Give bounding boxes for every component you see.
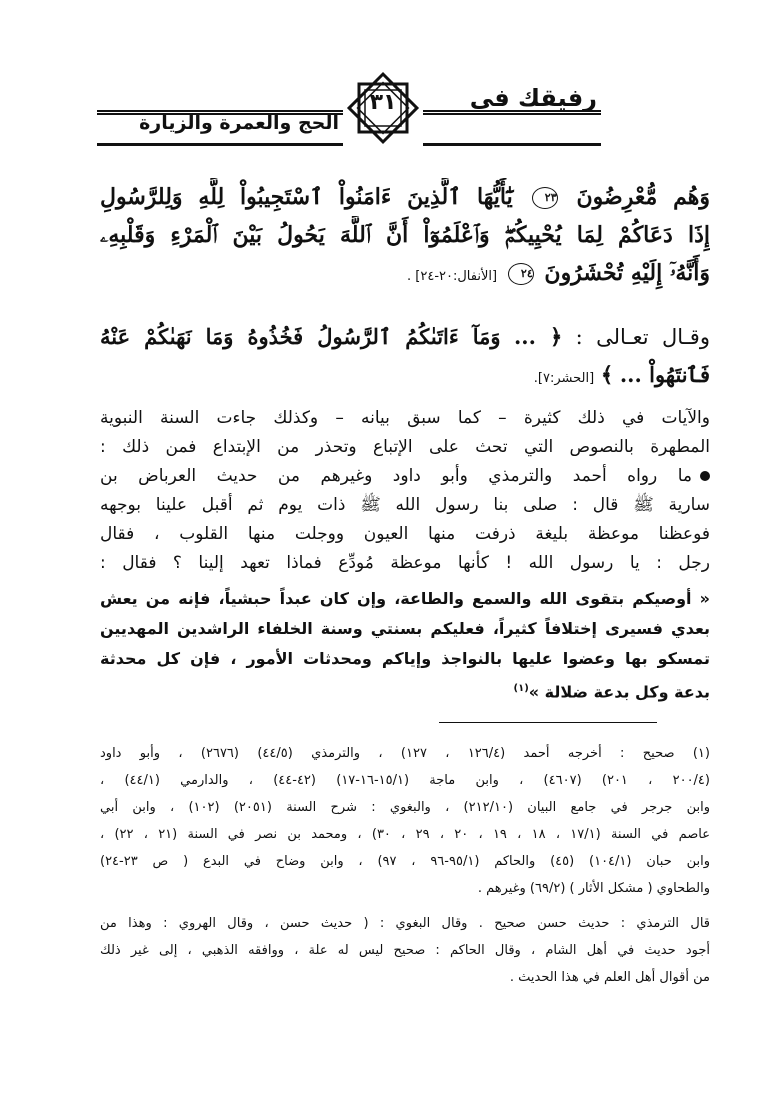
bullet-icon (700, 471, 710, 481)
footnote-separator (439, 722, 657, 723)
footnote-line: قال الترمذي : حديث حسن صحيح . وقال البغوي : ( حديث حسن ، وقال الهروي : وهذا من (100, 916, 710, 931)
surah-reference: [الأنفال:٢٠-٢٤] . (407, 269, 498, 284)
running-title-top: رفيقك في (469, 84, 597, 112)
quran-quote-hashr (100, 318, 710, 398)
quote-line-1 (100, 318, 710, 356)
verse-fragment: وَمَآ ءَاتَىٰكُمُ ٱلرَّسُولُ فَخُذُوهُ وَمَا نَهَىٰكُمْ عَنْهُ (100, 324, 501, 349)
footnote-line: (١) صحيح : أخرجه أحمد (١٢٦/٤ ، ١٢٧) ، والترمذي (٤٤/٥) (٢٦٧٦) ، وأبو داود (100, 746, 710, 761)
quote-close-bracket: ﴾ (600, 362, 614, 387)
paragraph-line (100, 462, 710, 491)
verse-fragment: فَٱنتَهُواْ ... (619, 362, 710, 387)
quran-line-1 (100, 178, 710, 216)
footnote-line: والطحاوي ( مشكل الأثار ) (٦٩/٢) وغيرهم . (477, 881, 710, 896)
page-number: ٣١ (369, 90, 397, 115)
hadith-text-end: بدعة وكل بدعة ضلالة » (528, 682, 710, 702)
quote-line-2 (100, 356, 710, 398)
footnote-line: من أقوال أهل العلم في هذا الحديث . (509, 970, 710, 985)
verse-fragment: يَٰٓأَيُّهَا ٱلَّذِينَ ءَامَنُواْ ٱسْتَجِيبُواْ لِلَّهِ وَلِلرَّسُولِ (100, 184, 513, 210)
quote-open-bracket: ﴿ ... (513, 324, 563, 349)
paragraph-line: رجل : يا رسول الله ! كأنها موعظة مُودِّع فماذا تعهد إلينا ؟ فقال : (100, 553, 710, 573)
footnote-gap (100, 902, 710, 910)
paragraph-line: والآيات في ذلك كثيرة – كما سبق بيانه – وكذلك جاءت السنة النبوية (100, 408, 710, 428)
ayah-number-marker: ٢٤ (508, 263, 534, 285)
verse-fragment: وَأَنَّهُۥٓ إِلَيْهِ تُحْشَرُونَ (544, 260, 710, 286)
paragraph-line: المطهرة بالنصوص التي تحث على الإتباع وتحذر من الإبتداع فمن ذلك : (100, 437, 710, 457)
running-title-bottom: الحج والعمرة والزيارة (139, 112, 339, 134)
footnote-line: عاصم في السنة (١٧/١ ، ١٨ ، ١٩ ، ٢٠ ، ٢٩ ، ٣٠) ، ومحمد بن نصر في السنة (٢١ ، ٢٢) ، (100, 827, 710, 842)
hadith-line (100, 674, 710, 707)
footnote-line: وابن حبان (١٠٤/١) (٤٥) والحاكم (٩٥/١-٩٦ ، ٩٧) ، وابن وضاح في البدع ( ص ٢٣-٢٤) (100, 854, 710, 869)
footnotes (100, 740, 710, 991)
footnote-line: وابن جرجر في جامع البيان (٢١٢/١٠) ، والبغوي : شرح السنة (٢٠٥١) (١٠٢) ، وابن أبي (100, 800, 710, 815)
body-paragraph (100, 404, 710, 578)
footnote-marker: (١) (513, 683, 529, 694)
hadith-line: « أوصيكم بتقوى الله والسمع والطاعة، وإن كان عبداً حبشياً، فإنه من يعش (100, 589, 710, 608)
ayah-number-marker: ٢٣ (532, 187, 558, 209)
quran-line-2: إِذَا دَعَاكُمْ لِمَا يُحْيِيكُمْۖ وَٱعْلَمُوٓاْ أَنَّ ٱللَّهَ يَحُولُ بَيْنَ ٱلْمَرْءِ وَقَلْبِهِۦ (100, 222, 710, 248)
hadith-line: بعدي فسيرى إختلافاً كثيراً، فعليكم بسنتي وسنة الخلفاء الراشدين المهديين (100, 619, 710, 638)
quran-verses-anfal (100, 178, 710, 296)
paragraph-text: ما رواه أحمد والترمذي وأبو داود وغيرهم من حديث العرباض بن (100, 466, 692, 486)
quote-intro: وقـال تعـالى : (575, 325, 710, 349)
footnote-line: أجود حديث في أهل الشام ، وقال الحاكم : صحيح ليس له علة ، ووافقه الذهبي ، إلى غير ذلك (100, 943, 710, 958)
footnote-line: (٢٠٠/٤ ، ٢٠١) (٤٦٠٧) ، وابن ماجة (١٥/١-١٦-١٧) (٤٢-٤٤) ، والدارمي (٤٤/١) ، (100, 773, 710, 788)
paragraph-line: سارية ﷺ قال : صلى بنا رسول الله ﷺ ذات يوم ثم أقبل علينا بوجهه (100, 495, 710, 515)
quran-line-3 (100, 254, 710, 296)
verse-fragment: وَهُم مُّعْرِضُونَ (576, 184, 710, 210)
hadith-text (100, 584, 710, 707)
paragraph-line: فوعظنا موعظة بليغة ذرفت منها العيون ووجلت منها القلوب ، فقال (100, 524, 710, 544)
hadith-line: تمسكو بها وعضوا عليها بالنواجذ وإياكم ومحدثات الأمور ، فإن كل محدثة (100, 649, 710, 668)
surah-reference: [الحشر:٧]. (533, 371, 595, 386)
